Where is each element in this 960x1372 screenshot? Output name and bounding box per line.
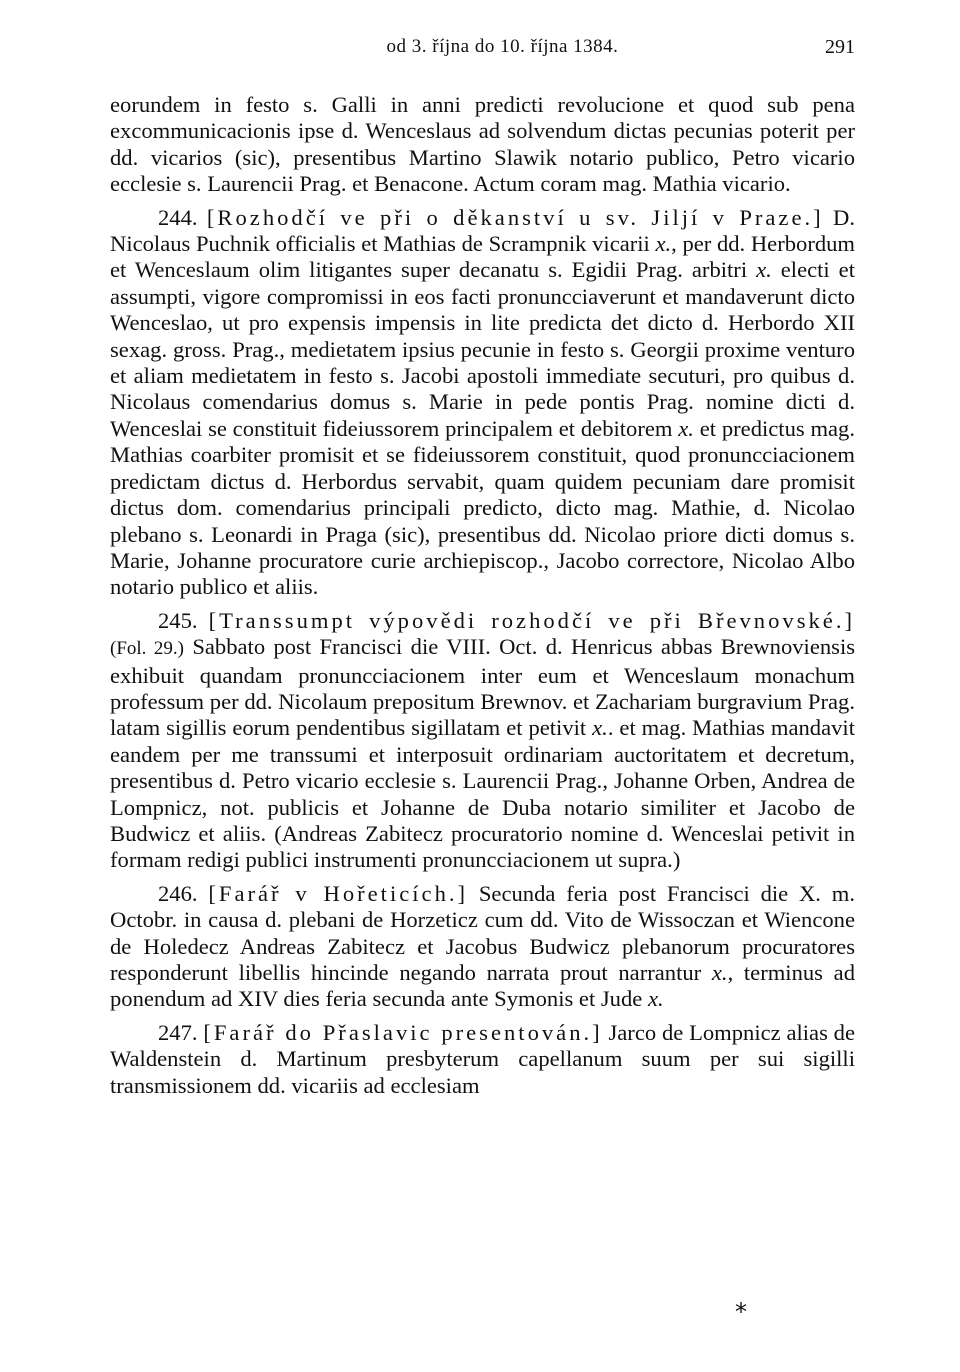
entry-text: Secunda feria post Francisci die X. m. Octobr. in causa d. plebani de Horzeticz cum dd. Vito de Wissoczan et Wiencone de Holedecz Andreas Zabitecz et Jacobus Budwicz plebanorum procuratores responderunt libellis hincinde negando narrata prout narrantur <box>110 880 856 985</box>
entry-number: 246. <box>158 880 198 906</box>
entry-title: [Rozhodčí ve při o děkanství u sv. Jiljí v Praze.] <box>206 204 824 230</box>
entry-text: Jarco de Lompnicz alias de Waldenstein d. Martinum presbyterum capellanum suum per sui sigilli transmissionem dd. vicariis ad ecclesiam <box>110 1019 855 1098</box>
abbreviation-mark: x. <box>756 257 772 283</box>
entry-246 <box>110 881 855 1013</box>
signature-asterisk-mark: * <box>735 1298 747 1326</box>
entry-text: et predictus mag. Mathias coarbiter promisit et se fideiussorem constituit, quod pronuncciacionem predictam dictus d. Herbordus servabit, quam quidem pecuniam dare promisit dictus dom. comendarius principali predicto, dicto mag. Mathie, d. Nicolao plebano s. Leonardi in Praga (sic), presentibus dd. Nicolao priore dicti domus s. Marie, Johanne procuratore curie archiepiscop., Jacobo correctore, Nicolao Albo notario publico et aliis. <box>110 415 856 600</box>
entry-text: Sabbato post Francisci die VIII. Oct. d. Henricus abbas Brewnoviensis exhibuit quandam pronuncciacionem inter eum et Wenceslaum monachum professum per dd. Nicolaum prepositum Brewnov. et Zachariam burgravium Prag. latam sigillis eorum pendentibus sigillatam et petivit <box>110 634 856 741</box>
entry-title: [Farář v Hořeticích.] <box>208 880 469 906</box>
entry-title: [Transsumpt výpovědi rozhodčí ve při Břevnovské.] <box>208 607 855 633</box>
entry-245 <box>110 608 855 874</box>
entry-244 <box>110 205 855 601</box>
document-body <box>110 92 855 1099</box>
entry-title: [Farář do Přaslavic presentován.] <box>203 1019 603 1045</box>
folio-reference: (Fol. 29.) <box>110 638 184 660</box>
abbreviation-mark: x. <box>678 415 694 441</box>
entry-number: 247. <box>158 1019 198 1045</box>
running-head: od 3. října do 10. října 1384. <box>386 36 619 57</box>
entry-text: D. Nicolaus Puchnik officialis et Mathias de Scrampnik vicarii <box>110 204 855 257</box>
entry-text: electi et assumpti, vigore compromissi in eos facti pronuncciaverunt et mandaverunt dicto Wenceslao, ut pro expensis impensis in lite predicta det dicto d. Herbordo XII sexag. gross. Prag., medietatem ipsius pecunie in festo s. Georgii proxime venturo et aliam medietatem in festo s. Jacobi apostoli immediate secuturi, pro quibus d. Nicolaus comendarius domus s. Marie in pede pontis Prag. nomine dicti d. Wenceslai se constituit fideiussorem principalem et debitorem <box>110 257 855 441</box>
entry-number: 244. <box>158 204 198 230</box>
abbreviation-mark: x. <box>647 986 664 1012</box>
entry-text: , terminus ad ponendum ad XIV dies feria secunda ante Symonis et Jude <box>110 960 855 1012</box>
continuation-paragraph: eorundem in festo s. Galli in anni predicti revolucione et quod sub pena excommunicacionis ipse d. Wenceslaus ad solvendum dictas pecunias poterit per dd. vicarios (sic), presentibus Martino Slawik notario publico, Petro vicario ecclesie s. Laurencii Prag. et Benacone. Actum coram mag. Mathia vicario. <box>110 92 855 197</box>
entry-247 <box>110 1020 855 1099</box>
abbreviation-mark: x. <box>711 960 728 985</box>
page-header <box>110 30 855 66</box>
abbreviation-mark: x. <box>592 715 608 741</box>
page-number: 291 <box>825 36 855 58</box>
entry-text: , per dd. Herbordum et Wenceslaum olim litigantes super decanatu s. Egidii Prag. arbitri <box>110 231 856 283</box>
abbreviation-mark: x. <box>655 231 672 257</box>
entry-text: . et mag. Mathias mandavit eandem per me transsumi et interposuit ordinariam auctoritatem et decretum, presentibus d. Petro vicario ecclesie s. Laurencii Prag., Johanne Orben, Andrea de Lompnicz, not. publicis et Johanne de Duba notario similiter et Jacobo de Budwicz et aliis. (Andreas Zabitecz procuratorio nomine d. Wenceslai petivit in formam redigi publici instrumenti pronuncciacionem ut supra.) <box>110 715 855 873</box>
entry-number: 245. <box>158 607 198 633</box>
